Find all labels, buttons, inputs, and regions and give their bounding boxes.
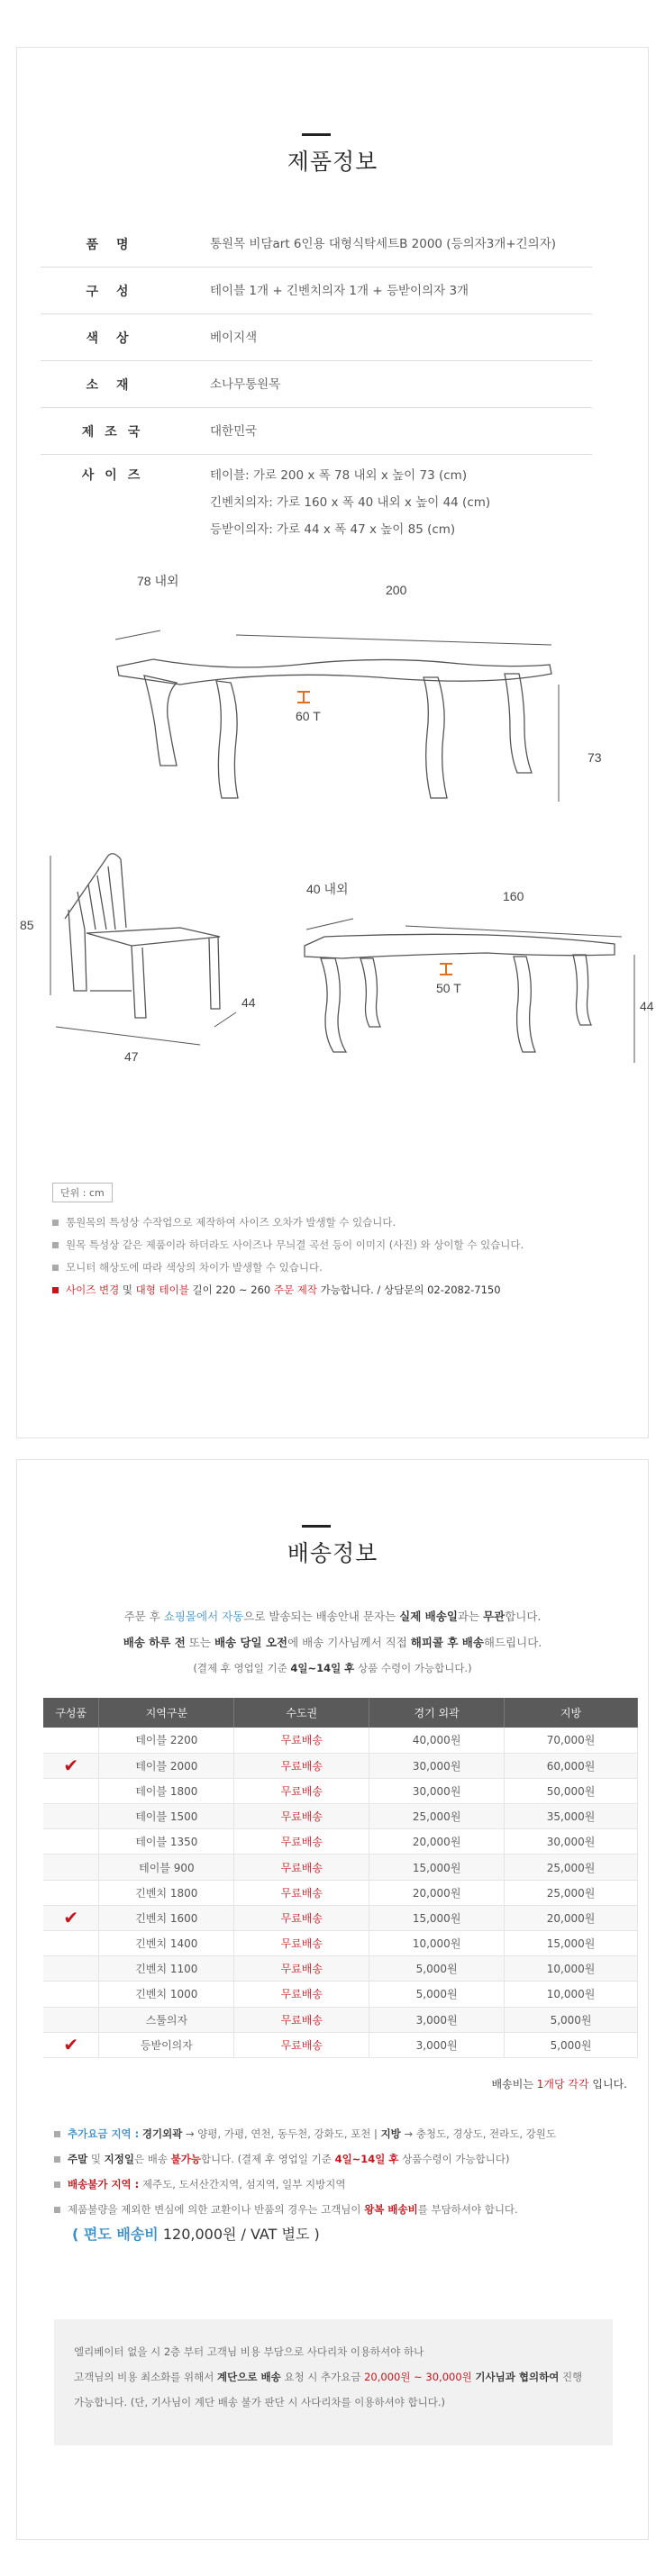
- title-bar: [302, 133, 331, 136]
- fee-label: ( 편도 배송비: [72, 2226, 159, 2243]
- table-row: [43, 1880, 638, 1905]
- intro-part: 에 배송 기사님께서 직접: [287, 1636, 407, 1649]
- info-part: 왕복 배송비: [364, 2203, 418, 2216]
- unit-label: 단위 : cm: [52, 1183, 113, 1202]
- chair-drawing: [65, 854, 220, 1018]
- table-cell: 40,000원: [369, 1728, 505, 1753]
- table-cell: 테이블 2000: [99, 1753, 234, 1778]
- table-thickness-label: 60 T: [296, 709, 321, 723]
- fee-value: 120,000원 / VAT 별도 ): [162, 2226, 320, 2243]
- info-part: 주말: [68, 2153, 88, 2165]
- spec-line: 테이블: 가로 200 x 폭 78 내외 x 높이 73 (cm): [210, 468, 468, 483]
- intro-part: 과는: [457, 1610, 480, 1623]
- table-width-label: 200: [386, 583, 407, 597]
- return-line: [54, 2197, 613, 2222]
- check-icon: [43, 1728, 99, 1753]
- spec-label: 제조국: [81, 424, 151, 440]
- table-cell: 5,000원: [369, 1982, 505, 2007]
- table-cell: 15,000원: [505, 1931, 638, 1956]
- col-header: 수도권: [234, 1698, 369, 1728]
- table-cell: 30,000원: [505, 1829, 638, 1855]
- table-row: [43, 1956, 638, 1982]
- table-cell: 등받이의자: [99, 2032, 234, 2057]
- table-cell: 20,000원: [505, 1905, 638, 1930]
- table-cell: 5,000원: [505, 2032, 638, 2057]
- elevator-part: 진행: [561, 2371, 583, 2383]
- bullet-icon: [52, 1265, 59, 1271]
- elevator-line: 가능합니다. (단, 기사님이 계단 배송 불가 판단 시 사다리차를 이용하셔야 합니다.): [74, 2396, 445, 2408]
- table-cell: 무료배송: [234, 1880, 369, 1905]
- table-cell: 테이블 1350: [99, 1829, 234, 1855]
- table-cell: 긴벤치 1400: [99, 1931, 234, 1956]
- intro-part: 배송 당일 오전: [214, 1636, 288, 1649]
- info-label: 추가요금 지역 :: [68, 2127, 140, 2140]
- spec-row-color: [41, 314, 592, 361]
- table-cell: 3,000원: [369, 2032, 505, 2057]
- col-header: 지방: [505, 1698, 638, 1728]
- delivery-intro-1: [0, 1603, 665, 1629]
- spec-value: [174, 277, 592, 304]
- note-item: [52, 1211, 611, 1234]
- bench-depth-label: 40 내외: [306, 882, 349, 896]
- spec-line: 베이지색: [210, 330, 258, 345]
- info-part: 및: [90, 2153, 101, 2165]
- spec-line: 소나무통원목: [210, 376, 281, 392]
- bench-thickness-label: 50 T: [436, 981, 461, 995]
- chair-width-label: 47: [124, 1049, 139, 1064]
- table-cell: 70,000원: [505, 1728, 638, 1753]
- dimension-drawings: [0, 540, 665, 1171]
- check-icon: [43, 1956, 99, 1982]
- note-part: 가능합니다. / 상담문의 02-2082-7150: [320, 1283, 501, 1296]
- check-icon: [43, 1778, 99, 1803]
- check-icon: [43, 2007, 99, 2032]
- product-info-title: 제품정보: [287, 149, 378, 175]
- info-part: 지정일: [104, 2153, 134, 2165]
- spec-line: 등받이의자: 가로 44 x 폭 47 x 높이 85 (cm): [210, 522, 456, 537]
- note-part: 대형 테이블: [135, 1283, 189, 1296]
- note-item: [52, 1234, 611, 1256]
- bullet-icon: [52, 1242, 59, 1248]
- intro-part: 실제 배송일: [399, 1610, 458, 1623]
- table-cell: 무료배송: [234, 2007, 369, 2032]
- spec-label: 소재: [86, 377, 147, 393]
- table-row: [43, 1728, 638, 1753]
- bullet-icon: [54, 2207, 60, 2213]
- table-row: [43, 1778, 638, 1803]
- title-bar: [302, 1525, 331, 1528]
- table-row: [43, 1804, 638, 1829]
- table-cell: 15,000원: [369, 1855, 505, 1880]
- table-cell: 긴벤치 1600: [99, 1905, 234, 1930]
- spec-label: 구성: [86, 284, 147, 299]
- table-cell: 테이블 1500: [99, 1804, 234, 1829]
- check-icon: ✔: [43, 1905, 99, 1930]
- per-note-part: 배송비는: [491, 2078, 533, 2091]
- table-cell: 25,000원: [505, 1855, 638, 1880]
- elevator-line: 엘리베이터 없을 시 2층 부터 고객님 비용 부담으로 사다리차 이용하셔야 하나: [74, 2345, 424, 2358]
- table-cell: 25,000원: [369, 1804, 505, 1829]
- spec-label: 품명: [86, 237, 147, 252]
- intro-part: 해드립니다.: [483, 1636, 542, 1649]
- spec-line: 테이블 1개 + 긴벤치의자 1개 + 등받이의자 3개: [210, 283, 469, 298]
- chair-depth-label: 44: [241, 995, 256, 1010]
- info-part: 상품수령이 가능합니다): [402, 2153, 510, 2165]
- elevator-part: 고객님의 비용 최소화를 위해서: [74, 2371, 214, 2383]
- table-thickness-marker: [297, 692, 310, 703]
- info-part: 경기외곽: [141, 2127, 183, 2140]
- spec-row-material: [41, 361, 592, 408]
- spec-label: 색상: [86, 331, 147, 346]
- bench-dim-lines: [306, 919, 634, 1063]
- table-cell: 무료배송: [234, 1728, 369, 1753]
- table-height-label: 73: [588, 750, 602, 765]
- bullet-icon: [54, 2156, 60, 2163]
- table-cell: 무료배송: [234, 1956, 369, 1982]
- info-part: → 충청도, 경상도, 전라도, 강원도: [404, 2127, 556, 2140]
- table-cell: 5,000원: [505, 2007, 638, 2032]
- table-cell: 15,000원: [369, 1905, 505, 1930]
- elevator-note-box: [54, 2319, 613, 2445]
- spec-line: 긴벤치의자: 가로 160 x 폭 40 내외 x 높이 44 (cm): [210, 495, 491, 510]
- table-cell: 20,000원: [369, 1829, 505, 1855]
- weekend-line: [54, 2146, 613, 2172]
- table-cell: 무료배송: [234, 1804, 369, 1829]
- spec-line: 통원목 비담art 6인용 대형식탁세트B 2000 (등의자3개+긴의자): [210, 236, 557, 251]
- check-icon: [43, 1855, 99, 1880]
- spec-value: [174, 371, 592, 398]
- info-part: → 양평, 가평, 연천, 동두천, 강화도, 포천 |: [186, 2127, 378, 2140]
- note-part: 사이즈 변경: [66, 1283, 120, 1296]
- table-cell: 무료배송: [234, 1855, 369, 1880]
- bullet-icon: [52, 1220, 59, 1226]
- table-cell: 테이블 2200: [99, 1728, 234, 1753]
- table-cell: 긴벤치 1100: [99, 1956, 234, 1982]
- info-part: 제품불량을 제외한 변심에 의한 교환이나 반품의 경우는 고객님이: [68, 2203, 361, 2216]
- col-header: 경기 외곽: [369, 1698, 505, 1728]
- intro-part: (결제 후 영업일 기준: [193, 1662, 287, 1674]
- spec-value: [174, 231, 592, 258]
- table-cell: 긴벤치 1000: [99, 1982, 234, 2007]
- product-notes: [52, 1211, 611, 1302]
- delivery-fee-table: [43, 1698, 638, 2058]
- table-row: [43, 2007, 638, 2032]
- table-cell: 무료배송: [234, 1778, 369, 1803]
- elevator-part: 기사님과 협의하여: [475, 2371, 560, 2383]
- spec-value: [174, 324, 592, 351]
- elevator-line: [74, 2364, 593, 2390]
- intro-part: 상품 수령이 가능합니다.): [358, 1662, 472, 1674]
- bench-width-label: 160: [503, 889, 524, 903]
- table-cell: 스툴의자: [99, 2007, 234, 2032]
- intro-part: 주문 후: [123, 1610, 160, 1623]
- info-part: 4일~14일 후: [334, 2153, 399, 2165]
- elevator-part: 계단으로 배송: [217, 2371, 281, 2383]
- table-row: [43, 1829, 638, 1855]
- per-item-note: [492, 2076, 627, 2091]
- table-header-row: [43, 1698, 638, 1728]
- spec-label: 사이즈: [81, 468, 151, 483]
- table-cell: 60,000원: [505, 1753, 638, 1778]
- table-depth-label: 78 내외: [137, 574, 179, 588]
- table-row: [43, 1931, 638, 1956]
- table-cell: 25,000원: [505, 1880, 638, 1905]
- info-part: 를 부담하셔야 합니다.: [417, 2203, 518, 2216]
- delivery-intro-3: [0, 1655, 665, 1682]
- per-note-part: 1개당 각각: [536, 2078, 589, 2091]
- table-cell: 10,000원: [505, 1956, 638, 1982]
- table-cell: 30,000원: [369, 1753, 505, 1778]
- no-delivery-line: [54, 2172, 613, 2197]
- note-part: 길이 220 ~ 260: [192, 1283, 271, 1296]
- table-cell: 무료배송: [234, 1753, 369, 1778]
- check-icon: [43, 1982, 99, 2007]
- table-dim-lines: [115, 630, 559, 802]
- bullet-icon: [54, 2181, 60, 2188]
- spec-row-origin: [41, 408, 592, 455]
- intro-part: 배송 하루 전: [123, 1636, 186, 1649]
- custom-order-note: [52, 1279, 611, 1302]
- table-cell: 테이블 900: [99, 1855, 234, 1880]
- info-part: 불가능: [170, 2153, 201, 2165]
- table-cell: 5,000원: [369, 1956, 505, 1982]
- table-cell: 30,000원: [369, 1778, 505, 1803]
- table-cell: 무료배송: [234, 1829, 369, 1855]
- check-icon: [43, 1829, 99, 1855]
- info-part: 제주도, 도서산간지역, 섬지역, 일부 지방지역: [141, 2178, 346, 2191]
- intro-part: 무관: [483, 1610, 506, 1623]
- spec-line: 대한민국: [210, 423, 258, 439]
- delivery-info-title: 배송정보: [287, 1540, 378, 1566]
- table-cell: 10,000원: [505, 1982, 638, 2007]
- note-part: 및: [122, 1283, 132, 1296]
- note-part: 주문 제작: [273, 1283, 317, 1296]
- info-part: 합니다. (결제 후 영업일 기준: [200, 2153, 332, 2165]
- info-label: 배송불가 지역 :: [68, 2178, 140, 2191]
- table-cell: 테이블 1800: [99, 1778, 234, 1803]
- table-cell: 3,000원: [369, 2007, 505, 2032]
- extra-region-line: [54, 2121, 613, 2146]
- table-cell: 무료배송: [234, 2032, 369, 2057]
- table-cell: 무료배송: [234, 1982, 369, 2007]
- spec-row-name: [41, 221, 592, 268]
- bullet-icon: [54, 2131, 60, 2137]
- elevator-part: 20,000원 ~ 30,000원: [364, 2371, 472, 2383]
- note-text: 모니터 해상도에 따라 색상의 차이가 발생할 수 있습니다.: [66, 1261, 323, 1274]
- table-row: [43, 1855, 638, 1880]
- table-cell: 무료배송: [234, 1931, 369, 1956]
- per-note-part: 입니다.: [592, 2078, 627, 2091]
- elevator-part: 요청 시 추가요금: [284, 2371, 361, 2383]
- spec-value: [174, 462, 592, 543]
- check-icon: [43, 1804, 99, 1829]
- note-text: 원목 특성상 같은 제품이라 하더라도 사이즈나 무늬결 곡선 등이 이미지 (사진) 와 상이할 수 있습니다.: [66, 1238, 524, 1251]
- table-cell: 무료배송: [234, 1905, 369, 1930]
- table-cell: 35,000원: [505, 1804, 638, 1829]
- note-item: [52, 1256, 611, 1279]
- bullet-icon: [52, 1287, 59, 1293]
- spec-row-size: [41, 455, 592, 552]
- one-way-fee: [54, 2222, 613, 2247]
- table-cell: 긴벤치 1800: [99, 1880, 234, 1905]
- spec-row-composition: [41, 268, 592, 314]
- check-icon: ✔: [43, 1753, 99, 1778]
- check-icon: [43, 1931, 99, 1956]
- table-cell: 50,000원: [505, 1778, 638, 1803]
- info-part: 지방: [380, 2127, 401, 2140]
- info-part: 은 배송: [133, 2153, 168, 2165]
- table-row: [43, 1753, 638, 1778]
- intro-part: 4일~14일 후: [290, 1662, 355, 1674]
- table-cell: 10,000원: [369, 1931, 505, 1956]
- intro-part: 또는: [188, 1636, 211, 1649]
- table-row: [43, 1905, 638, 1930]
- note-text: 통원목의 특성상 수작업으로 제작하여 사이즈 오차가 발생할 수 있습니다.: [66, 1216, 396, 1229]
- bench-thickness-marker: [440, 964, 452, 975]
- col-header: 구성품: [43, 1698, 99, 1728]
- chair-dim-lines: [50, 856, 236, 1045]
- table-cell: 20,000원: [369, 1880, 505, 1905]
- intro-part: 으로 발송되는 배송안내 문자는: [243, 1610, 396, 1623]
- table-row: [43, 2032, 638, 2057]
- table-row: [43, 1982, 638, 2007]
- intro-part: 해피콜 후 배송: [410, 1636, 484, 1649]
- col-header: 지역구분: [99, 1698, 234, 1728]
- bench-height-label: 44: [640, 999, 654, 1013]
- check-icon: ✔: [43, 2032, 99, 2057]
- spec-table: [41, 221, 592, 552]
- table-drawing: [117, 659, 551, 798]
- intro-part: 합니다.: [505, 1610, 542, 1623]
- check-icon: [43, 1880, 99, 1905]
- spec-value: [174, 418, 592, 445]
- delivery-intro-2: [0, 1629, 665, 1655]
- chair-height-label: 85: [20, 918, 34, 932]
- intro-part: 쇼핑몰에서 자동: [163, 1610, 244, 1623]
- delivery-details: [54, 2121, 613, 2247]
